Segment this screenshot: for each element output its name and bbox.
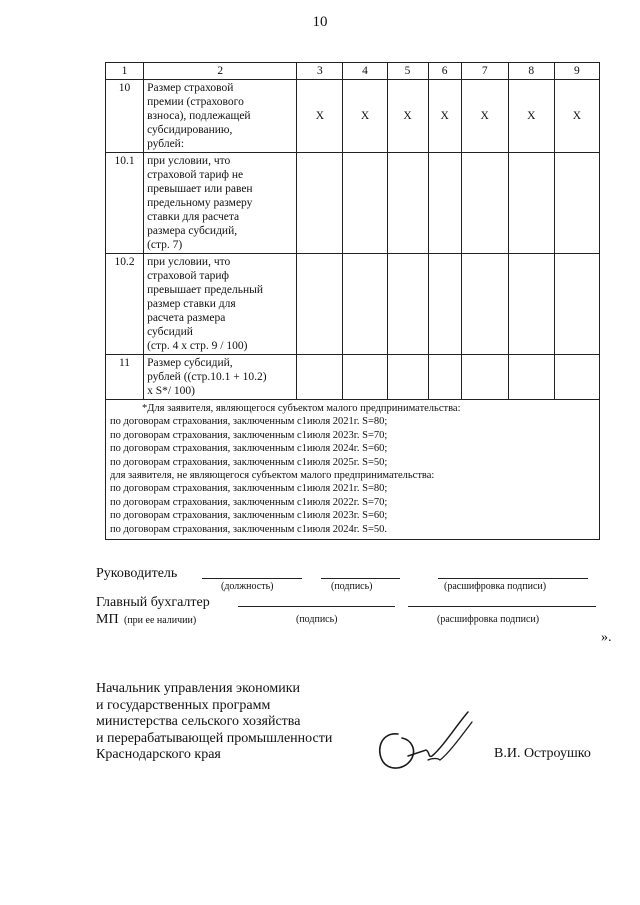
table-cell <box>428 254 461 355</box>
row-label <box>144 355 297 400</box>
row-label-line: при условии, что <box>147 155 231 167</box>
page-number: 10 <box>312 14 328 30</box>
table-cell <box>554 355 599 400</box>
header-cell: 2 <box>144 63 297 80</box>
table-cell: Х <box>297 80 343 153</box>
note-row <box>106 400 600 540</box>
table-cell <box>343 254 387 355</box>
row-label-line: размер ставки для <box>147 298 236 310</box>
table-cell <box>297 355 343 400</box>
table-cell: Х <box>508 80 554 153</box>
position-caption: (должность) <box>221 581 274 592</box>
table-row <box>106 355 600 400</box>
table-cell <box>387 254 428 355</box>
table-cell: Х <box>428 80 461 153</box>
head-label: Руководитель <box>96 566 178 581</box>
table-row <box>106 254 600 355</box>
row-label <box>144 254 297 355</box>
note-line: по договорам страхования, заключенным с1июля 2021г. S=80; <box>110 483 388 495</box>
note-line: по договорам страхования, заключенным с1июля 2024г. S=60; <box>110 443 388 455</box>
row-label-line: субсидий <box>147 326 193 338</box>
row-label-line: размера субсидий, <box>147 225 238 237</box>
table-cell <box>554 153 599 254</box>
note-line: по договорам страхования, заключенным с1июля 2025г. S=50; <box>110 456 388 468</box>
signer-title-line: министерства сельского хозяйства <box>96 714 301 729</box>
row-number: 10.2 <box>106 254 144 355</box>
subsidy-rate-note <box>106 400 600 540</box>
table-row <box>106 80 600 153</box>
position-line <box>202 578 302 579</box>
row-label <box>144 80 297 153</box>
row-label-line: превышает предельный <box>147 284 264 296</box>
seal-label: МП <box>96 612 119 627</box>
table-cell <box>343 153 387 254</box>
accountant-signature-caption: (подпись) <box>296 614 338 625</box>
decoding-line <box>438 578 588 579</box>
header-cell: 5 <box>387 63 428 80</box>
note-line: *Для заявителя, являющегося субъектом малого предпринимательства: <box>142 403 461 414</box>
table-row <box>106 153 600 254</box>
table-cell <box>297 153 343 254</box>
row-label-line: расчета размера <box>147 312 226 324</box>
header-cell: 3 <box>297 63 343 80</box>
header-cell: 8 <box>508 63 554 80</box>
table-cell <box>387 153 428 254</box>
table-cell <box>508 254 554 355</box>
closing-quote: ». <box>601 630 612 645</box>
row-label <box>144 153 297 254</box>
row-label-line: страховой тариф <box>147 270 230 282</box>
table-cell <box>554 254 599 355</box>
header-cell: 6 <box>428 63 461 80</box>
accountant-decoding-caption: (расшифровка подписи) <box>437 614 540 625</box>
row-label-line: превышает или равен <box>147 183 253 195</box>
row-label-line: взноса), подлежащей <box>147 110 251 122</box>
row-label-line: (стр. 7) <box>147 239 183 251</box>
accountant-signature-line <box>238 606 395 607</box>
accountant-decoding-line <box>408 606 596 607</box>
table-cell <box>461 153 508 254</box>
header-cell: 4 <box>343 63 387 80</box>
handwritten-signature <box>368 708 478 780</box>
table-cell <box>461 355 508 400</box>
table-cell <box>461 254 508 355</box>
seal-note: (при ее наличии) <box>124 615 197 626</box>
row-label-line: премии (страхового <box>147 96 244 108</box>
signer-name: В.И. Остроушко <box>494 746 591 761</box>
row-label-line: страховой тариф не <box>147 169 244 181</box>
row-label-line: (стр. 4 х стр. 9 / 100) <box>147 340 248 352</box>
row-number: 11 <box>106 355 144 400</box>
table-header-row <box>106 63 600 80</box>
row-label-line: рублей: <box>147 138 185 150</box>
subsidy-table <box>105 62 600 540</box>
row-label-line: при условии, что <box>147 256 231 268</box>
row-label-line: Размер страховой <box>147 82 234 94</box>
signer-title-line: и государственных программ <box>96 697 271 713</box>
signature-line <box>321 578 400 579</box>
header-cell: 9 <box>554 63 599 80</box>
chief-accountant-label: Главный бухгалтер <box>96 595 210 610</box>
table-cell <box>343 355 387 400</box>
row-number: 10.1 <box>106 153 144 254</box>
table-cell: Х <box>387 80 428 153</box>
note-line: по договорам страхования, заключенным с1июля 2024г. S=50. <box>110 523 388 535</box>
table-cell <box>428 153 461 254</box>
table-cell <box>508 153 554 254</box>
table-cell <box>508 355 554 400</box>
table-cell <box>428 355 461 400</box>
table-cell: Х <box>461 80 508 153</box>
table-cell: Х <box>343 80 387 153</box>
note-line: по договорам страхования, заключенным с1июля 2023г. S=60; <box>110 510 388 522</box>
row-number: 10 <box>106 80 144 153</box>
note-line: по договорам страхования, заключенным с1июля 2021г. S=80; <box>110 416 388 428</box>
row-label-line: ставки для расчета <box>147 211 240 223</box>
signer-title-line: Краснодарского края <box>96 747 221 762</box>
note-line: по договорам страхования, заключенным с1июля 2022г. S=70; <box>110 496 388 508</box>
row-label-line: х S*/ 100) <box>147 385 195 397</box>
note-line: для заявителя, не являющегося субъектом малого предпринимательства: <box>110 470 435 482</box>
signer-title <box>96 681 332 764</box>
decoding-caption: (расшифровка подписи) <box>444 581 547 592</box>
signer-title-line: и перерабатывающей промышленности <box>96 730 333 746</box>
table-cell <box>297 254 343 355</box>
header-cell: 1 <box>106 63 144 80</box>
header-cell: 7 <box>461 63 508 80</box>
table-cell: Х <box>554 80 599 153</box>
signer-title-line: Начальник управления экономики <box>96 681 301 696</box>
row-label-line: субсидированию, <box>147 124 233 136</box>
row-label-line: рублей ((стр.10.1 + 10.2) <box>147 371 267 383</box>
signature-caption: (подпись) <box>331 581 373 592</box>
row-label-line: Размер субсидий, <box>147 357 233 369</box>
row-label-line: предельному размеру <box>147 197 253 209</box>
table-cell <box>387 355 428 400</box>
note-line: по договорам страхования, заключенным с1июля 2023г. S=70; <box>110 429 388 441</box>
